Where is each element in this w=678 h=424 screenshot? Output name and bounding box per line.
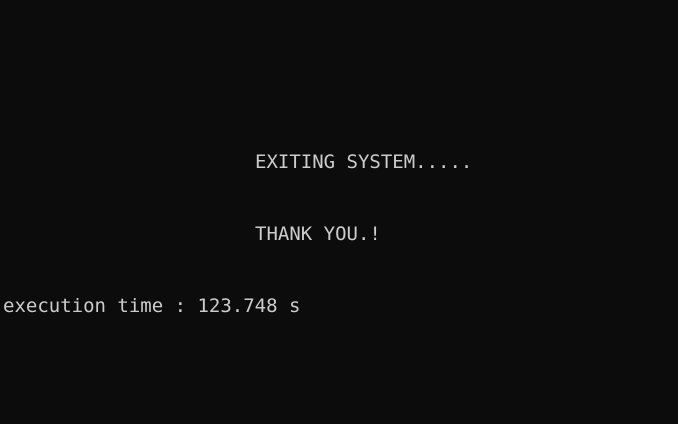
thank-you-message: THANK YOU.! (255, 223, 381, 245)
exit-message: EXITING SYSTEM..... (255, 151, 473, 173)
execution-time-line: execution time : 123.748 s (3, 295, 301, 317)
